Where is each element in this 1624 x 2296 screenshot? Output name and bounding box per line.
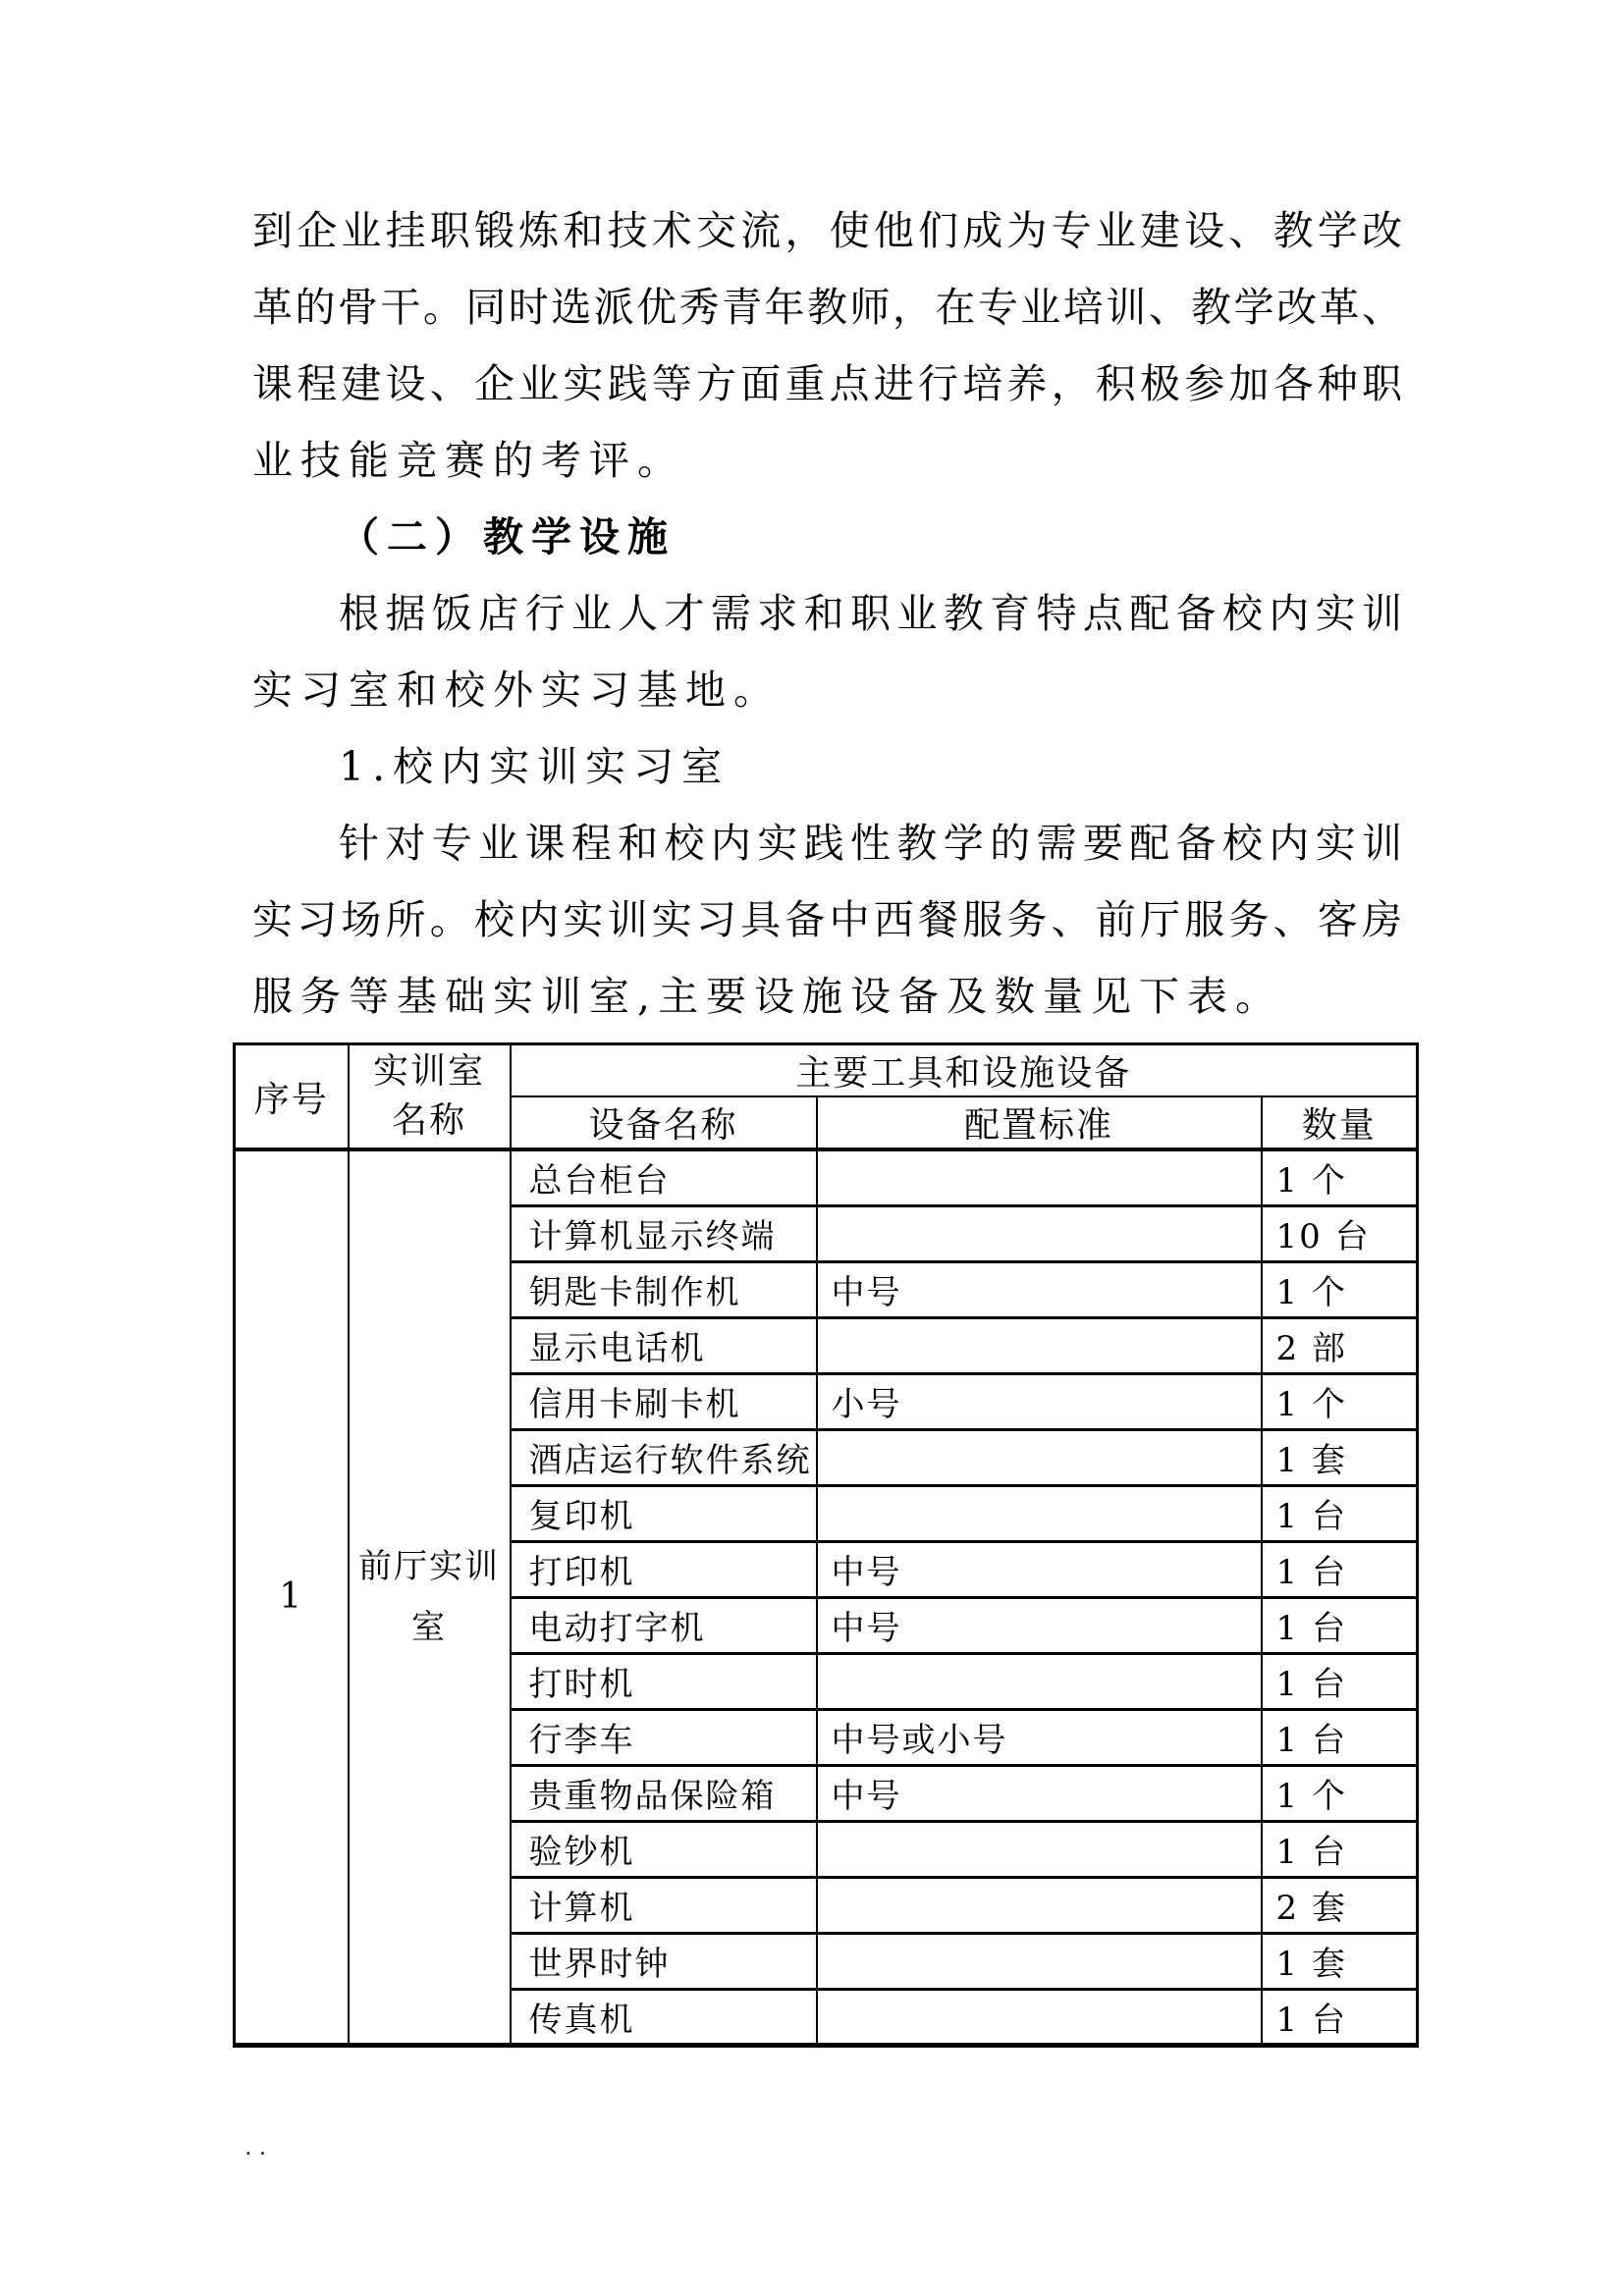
device-cell: 世界时钟 xyxy=(511,1933,817,1989)
device-cell: 打印机 xyxy=(511,1541,817,1597)
tools-group-header-cell: 主要工具和设施设备 xyxy=(511,1044,1418,1097)
footer-marks: .. xyxy=(244,2140,273,2159)
device-cell: 复印机 xyxy=(511,1485,817,1541)
standard-cell xyxy=(817,1933,1262,1989)
standard-cell xyxy=(817,1317,1262,1373)
standard-cell: 中号 xyxy=(817,1597,1262,1653)
quantity-cell: 1 台 xyxy=(1262,1597,1418,1653)
paragraph-line: 到企业挂职锻炼和技术交流，使他们成为专业建设、教学改 xyxy=(252,207,1404,254)
table-row xyxy=(235,1149,1418,1205)
section-heading: （二）教学设施 xyxy=(339,513,676,561)
quantity-header-cell: 数量 xyxy=(1262,1096,1418,1149)
standard-cell xyxy=(817,1149,1262,1205)
sequence-cell: 1 xyxy=(235,1149,349,2045)
standard-cell: 中号 xyxy=(817,1541,1262,1597)
subsection-heading: 1.校内实训实习室 xyxy=(339,743,731,790)
standard-cell: 中号或小号 xyxy=(817,1709,1262,1765)
standard-cell xyxy=(817,1821,1262,1877)
quantity-cell: 1 台 xyxy=(1262,1989,1418,2045)
quantity-cell: 1 台 xyxy=(1262,1821,1418,1877)
standard-cell xyxy=(817,1485,1262,1541)
room-header-line: 实训室 xyxy=(372,1051,485,1092)
device-cell: 钥匙卡制作机 xyxy=(511,1261,817,1317)
equipment-table-body xyxy=(235,1149,1418,2045)
standard-header-cell: 配置标准 xyxy=(817,1096,1262,1149)
standard-cell: 小号 xyxy=(817,1373,1262,1429)
standard-cell xyxy=(817,1877,1262,1933)
paragraph-line: 针对专业课程和校内实践性教学的需要配备校内实训 xyxy=(339,820,1404,867)
device-cell: 显示电话机 xyxy=(511,1317,817,1373)
paragraph-line: 实习室和校外实习基地。 xyxy=(252,667,782,714)
device-cell: 传真机 xyxy=(511,1989,817,2045)
device-cell: 验钞机 xyxy=(511,1821,817,1877)
quantity-cell: 1 台 xyxy=(1262,1485,1418,1541)
quantity-cell: 2 套 xyxy=(1262,1877,1418,1933)
room-name-header-cell xyxy=(349,1044,511,1150)
device-cell: 计算机显示终端 xyxy=(511,1205,817,1261)
paragraph-line: 业技能竞赛的考评。 xyxy=(252,437,685,484)
device-header-cell: 设备名称 xyxy=(511,1096,817,1149)
seq-header-cell: 序号 xyxy=(235,1044,349,1150)
device-cell: 信用卡刷卡机 xyxy=(511,1373,817,1429)
paragraph-line: 课程建设、企业实践等方面重点进行培养，积极参加各种职 xyxy=(252,360,1404,407)
quantity-cell: 10 台 xyxy=(1262,1205,1418,1261)
quantity-cell: 1 套 xyxy=(1262,1429,1418,1485)
quantity-cell: 1 台 xyxy=(1262,1653,1418,1709)
paragraph-line: 实习场所。校内实训实习具备中西餐服务、前厅服务、客房 xyxy=(252,896,1404,943)
quantity-cell: 1 套 xyxy=(1262,1933,1418,1989)
room-header-line: 名称 xyxy=(391,1100,466,1141)
standard-cell xyxy=(817,1205,1262,1261)
quantity-cell: 2 部 xyxy=(1262,1317,1418,1373)
quantity-cell: 1 个 xyxy=(1262,1149,1418,1205)
standard-cell xyxy=(817,1653,1262,1709)
room-name-line: 室 xyxy=(411,1607,447,1647)
device-cell: 打时机 xyxy=(511,1653,817,1709)
quantity-cell: 1 台 xyxy=(1262,1709,1418,1765)
device-cell: 电动打字机 xyxy=(511,1597,817,1653)
quantity-cell: 1 台 xyxy=(1262,1541,1418,1597)
device-cell: 酒店运行软件系统 xyxy=(511,1429,817,1485)
quantity-cell: 1 个 xyxy=(1262,1373,1418,1429)
standard-cell xyxy=(817,1429,1262,1485)
header-row-1 xyxy=(235,1044,1418,1097)
quantity-cell: 1 个 xyxy=(1262,1765,1418,1821)
device-cell: 贵重物品保险箱 xyxy=(511,1765,817,1821)
paragraph-line: 革的骨干。同时选派优秀青年教师，在专业培训、教学改革、 xyxy=(252,284,1404,331)
device-cell: 计算机 xyxy=(511,1877,817,1933)
room-name-cell xyxy=(349,1149,511,2045)
equipment-table xyxy=(233,1042,1419,2048)
device-cell: 行李车 xyxy=(511,1709,817,1765)
device-cell: 总台柜台 xyxy=(511,1149,817,1205)
room-name-line: 前厅实训 xyxy=(358,1546,500,1586)
paragraph-line: 根据饭店行业人才需求和职业教育特点配备校内实训 xyxy=(339,590,1404,637)
equipment-table-header xyxy=(235,1044,1418,1150)
quantity-cell: 1 个 xyxy=(1262,1261,1418,1317)
body-text xyxy=(252,192,1404,1035)
standard-cell: 中号 xyxy=(817,1261,1262,1317)
paragraph-line: 服务等基础实训室,主要设施设备及数量见下表。 xyxy=(252,973,1284,1020)
standard-cell: 中号 xyxy=(817,1765,1262,1821)
standard-cell xyxy=(817,1989,1262,2045)
